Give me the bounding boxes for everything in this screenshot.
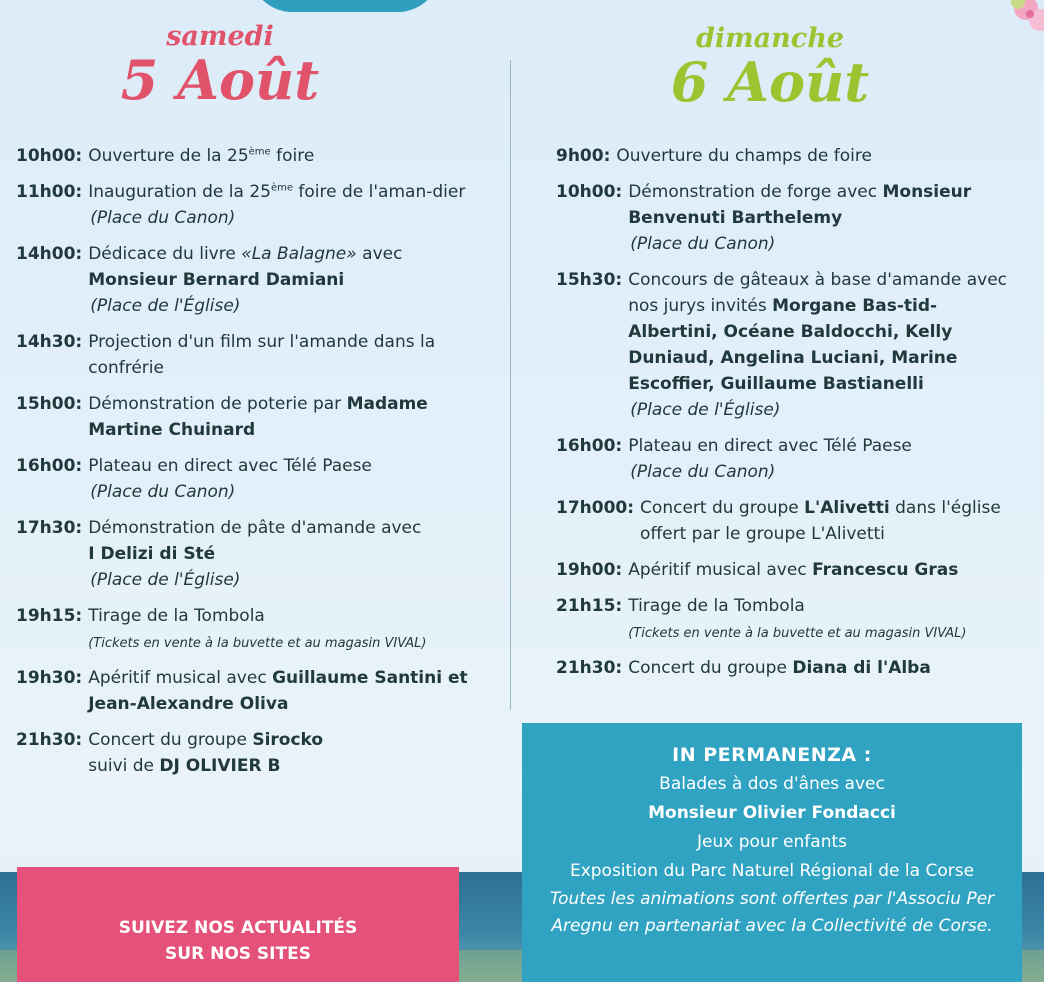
- schedule-item: [556, 267, 1026, 423]
- event-time: 19h00:: [556, 560, 623, 580]
- event-note: (Tickets en vente à la buvette et au magasin VIVAL): [628, 626, 967, 641]
- event-time: 11h00:: [16, 182, 83, 202]
- event-time: 15h00:: [16, 394, 83, 414]
- event-time: 16h00:: [16, 456, 83, 476]
- column-divider: [510, 60, 511, 710]
- permanenza-box: [522, 723, 1022, 982]
- sunday-schedule: [556, 143, 1026, 691]
- schedule-item: [16, 329, 496, 381]
- event-time: 14h00:: [16, 244, 83, 264]
- event-text: Démonstration de forge avec Monsieur Benvenuti Barthelemy (Place du Canon): [628, 182, 972, 254]
- saturday-header: [100, 21, 340, 112]
- schedule-item: [556, 557, 1026, 583]
- schedule-item: [556, 495, 1026, 547]
- event-time: 21h30:: [556, 658, 623, 678]
- event-location: (Place du Canon): [630, 462, 776, 482]
- event-text: Démonstration de pâte d'amande avec I Delizi di Sté (Place de l'Église): [88, 518, 422, 590]
- schedule-item: [16, 179, 496, 231]
- event-time: 14h30:: [16, 332, 83, 352]
- permanenza-note: Toutes les animations sont offertes par l'Associu Per Aregnu en partenariat avec la Collectivité de Corse.: [549, 889, 995, 936]
- event-time: 15h30:: [556, 270, 623, 290]
- event-text: Concert du groupe Diana di l'Alba: [628, 658, 931, 678]
- schedule-item: [16, 727, 496, 779]
- schedule-item: [556, 593, 1026, 645]
- event-text: Ouverture du champs de foire: [616, 146, 872, 166]
- event-location: (Place du Canon): [90, 208, 236, 228]
- event-location: (Place du Canon): [630, 234, 776, 254]
- permanenza-title: IN PERMANENZA :: [672, 744, 872, 766]
- event-time: 19h15:: [16, 606, 83, 626]
- schedule-item: [16, 515, 496, 593]
- event-text: Inauguration de la 25ème foire de l'aman-dier (Place du Canon): [88, 182, 466, 228]
- schedule-item: [16, 241, 496, 319]
- event-text: Concert du groupe Sirocko suivi de DJ OLIVIER B: [88, 730, 324, 776]
- event-text: Ouverture de la 25ème foire: [88, 146, 315, 166]
- permanenza-line: Monsieur Olivier Fondacci: [648, 803, 896, 823]
- event-text: Projection d'un film sur l'amande dans la confrérie: [88, 332, 436, 378]
- schedule-item: [556, 143, 1026, 169]
- schedule-item: [556, 433, 1026, 485]
- event-time: 17h30:: [16, 518, 83, 538]
- event-text: Concours de gâteaux à base d'amande avec nos jurys invités Morgane Bas-tid-Albertini, Océane Baldocchi, Kelly Duniaud, Angelina Luciani, Marine Escoffier, Guillaume Bastianelli (Place de l'Église): [628, 270, 1007, 420]
- schedule-item: [556, 655, 1026, 681]
- permanenza-line: Jeux pour enfants: [696, 832, 847, 852]
- event-text: Dédicace du livre «La Balagne» avec Monsieur Bernard Damiani (Place de l'Église): [88, 244, 403, 316]
- event-text: Démonstration de poterie par Madame Martine Chuinard: [88, 394, 428, 440]
- event-time: 10h00:: [16, 146, 83, 166]
- schedule-item: [16, 603, 496, 655]
- saturday-schedule: [16, 143, 496, 789]
- saturday-date: 5 Août: [120, 48, 320, 112]
- schedule-item: [16, 143, 496, 169]
- schedule-item: [556, 179, 1026, 257]
- flower-icon: [996, 0, 1044, 42]
- sunday-date: 6 Août: [670, 50, 870, 114]
- event-text: Apéritif musical avec Francescu Gras: [628, 560, 959, 580]
- schedule-item: [16, 665, 496, 717]
- event-location: (Place de l'Église): [90, 570, 241, 590]
- sunday-day-name: dimanche: [695, 23, 845, 54]
- permanenza-line: Balades à dos d'ânes avec: [659, 774, 885, 794]
- schedule-item: [16, 391, 496, 443]
- event-time: 17h000:: [556, 498, 635, 518]
- event-location: (Place de l'Église): [90, 296, 241, 316]
- event-time: 19h30:: [16, 668, 83, 688]
- event-time: 21h15:: [556, 596, 623, 616]
- event-time: 16h00:: [556, 436, 623, 456]
- sunday-header: [650, 23, 890, 114]
- event-text: Apéritif musical avec Guillaume Santini et Jean-Alexandre Oliva: [88, 668, 468, 714]
- event-note: (Tickets en vente à la buvette et au magasin VIVAL): [88, 636, 427, 651]
- event-text: Concert du groupe L'Alivetti dans l'église offert par le groupe L'Alivetti: [640, 498, 1001, 544]
- permanenza-line: Exposition du Parc Naturel Régional de la Corse: [569, 861, 975, 881]
- follow-us-banner: [17, 867, 459, 982]
- event-location: (Place du Canon): [90, 482, 236, 502]
- saturday-day-name: samedi: [166, 21, 274, 52]
- top-wave-decoration: [250, 0, 440, 12]
- event-time: 21h30:: [16, 730, 83, 750]
- event-text: Plateau en direct avec Télé Paese (Place du Canon): [628, 436, 912, 482]
- follow-line-2: SUR NOS SITES: [165, 944, 311, 964]
- follow-line-1: SUIVEZ NOS ACTUALITÉS: [118, 918, 358, 938]
- event-text: Tirage de la Tombola (Tickets en vente à la buvette et au magasin VIVAL): [88, 606, 427, 651]
- event-time: 10h00:: [556, 182, 623, 202]
- event-time: 9h00:: [556, 146, 611, 166]
- event-location: (Place de l'Église): [630, 400, 781, 420]
- schedule-item: [16, 453, 496, 505]
- event-text: Tirage de la Tombola (Tickets en vente à la buvette et au magasin VIVAL): [628, 596, 967, 641]
- event-text: Plateau en direct avec Télé Paese (Place du Canon): [88, 456, 372, 502]
